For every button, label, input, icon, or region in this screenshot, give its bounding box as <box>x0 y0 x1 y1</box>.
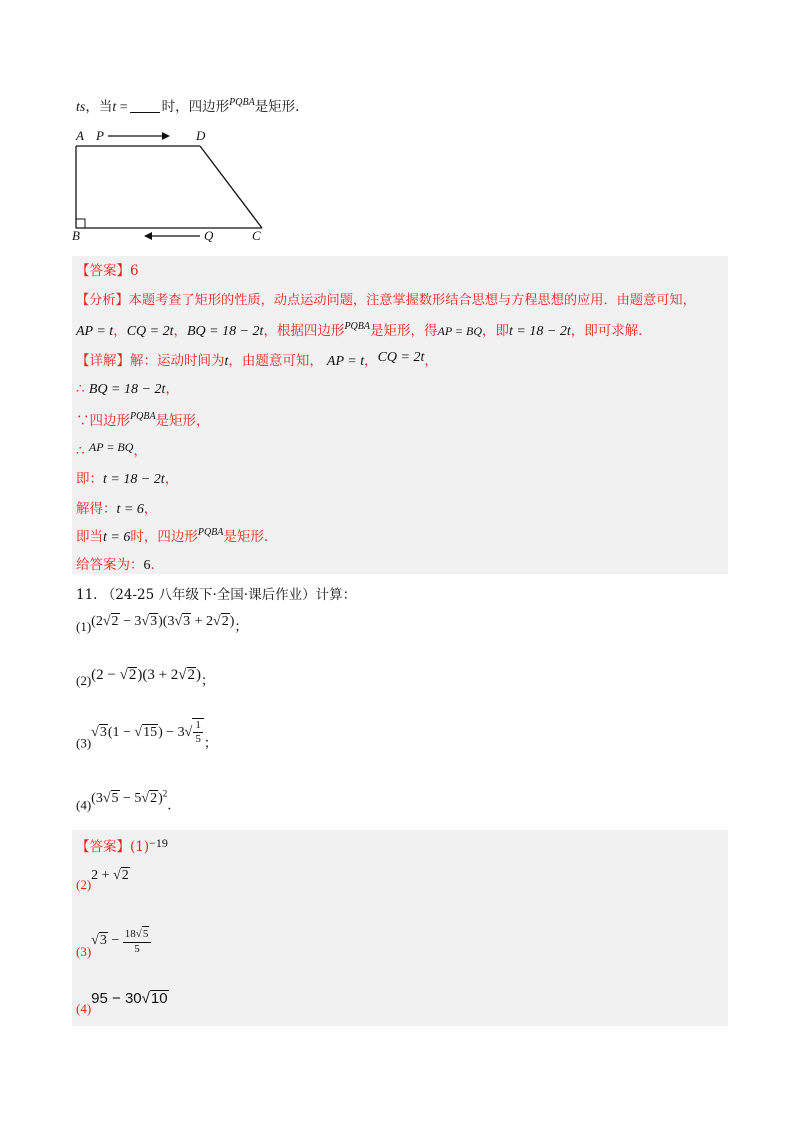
analysis-tag: 【分析】 <box>76 293 129 308</box>
answer-blank <box>130 98 160 113</box>
expr: BQ = 18 − 2t <box>88 382 166 397</box>
detail-line-2 <box>76 380 179 399</box>
analysis-line-1 <box>76 292 696 310</box>
quad-name: PQBA <box>130 411 156 422</box>
answer2-line-3 <box>76 928 151 968</box>
expr: AP = t <box>326 354 365 369</box>
expr: t = 6 <box>116 502 144 517</box>
answer-label: (3) <box>76 944 92 960</box>
text: ， <box>143 501 158 517</box>
expr-t-eq: t = 18 − 2t <box>509 324 571 339</box>
text: ，根据四边形 <box>263 323 345 339</box>
detail-line-5 <box>76 470 178 489</box>
text: 给答案为： <box>76 557 144 573</box>
q11-item-2 <box>76 667 215 690</box>
therefore-symbol: ∴ <box>76 443 89 459</box>
text: ， <box>165 381 179 397</box>
sep: ， <box>424 353 438 369</box>
expr: t = 18 − 2t <box>103 472 165 487</box>
text: ，即可求解． <box>570 323 652 339</box>
end-punct: ； <box>234 619 248 635</box>
text: 解：运动时间为 <box>130 353 225 369</box>
answer-3-expr: √3 − $\frac{18√5}{5}$ <box>91 933 151 948</box>
expr-1: (2√2 − 3√3)(3√3 + 2√2) <box>91 614 235 629</box>
answer-2-expr: 2 + √2 <box>91 868 129 883</box>
q11-item-3 <box>76 719 218 758</box>
quad-name: PQBA <box>229 97 255 108</box>
expr-bq: BQ = 18 − 2t <box>186 324 264 339</box>
text: 解得： <box>76 501 117 517</box>
answer-tag: 【答案】 <box>76 263 130 279</box>
expr-ap-bq: AP = BQ <box>437 324 483 338</box>
end-punct: . <box>167 797 172 814</box>
item-label: (1) <box>76 619 92 634</box>
answer-panel-2 <box>72 830 728 1026</box>
text: ， <box>164 471 179 487</box>
text: ． <box>150 557 164 573</box>
expr-4: $(3√5 - 5√2)^2$ <box>91 788 168 806</box>
quad-name: PQBA <box>344 321 370 332</box>
expr-cq-2t: CQ = 2t <box>126 324 174 339</box>
answer-4-text: 95 − 30 <box>91 990 142 1007</box>
expr-2: (2 − √2)(3 + 2√2) <box>91 667 202 683</box>
question-number: 11. <box>76 587 98 603</box>
answer-line <box>76 262 139 280</box>
answer2-line-2 <box>76 868 130 895</box>
analysis-text: 本题考查了矩形的性质，动点运动问题，注意掌握数形结合思想与方程思想的应用．由题意可知， <box>128 293 696 308</box>
text: ，即 <box>482 323 510 339</box>
expr: t = 6 <box>103 530 131 545</box>
expr: CQ = 2t <box>377 350 425 365</box>
sep: ， <box>173 323 187 339</box>
q11-item-4 <box>76 788 172 816</box>
text: ， <box>133 443 147 459</box>
answer-label: (4) <box>76 1001 92 1016</box>
label-B: B <box>72 228 80 243</box>
label-C: C <box>252 228 261 243</box>
therefore-symbol: ∴ <box>76 381 89 397</box>
end-punct: ； <box>203 735 218 752</box>
label-P: P <box>96 128 104 143</box>
detail-tag: 【详解】 <box>76 353 130 369</box>
detail-line-7 <box>76 528 277 548</box>
label-Q: Q <box>204 228 214 243</box>
eq-sign: = <box>116 100 128 115</box>
answer-value: 6 <box>130 263 139 279</box>
text: 即： <box>76 471 103 487</box>
expr: AP = BQ <box>88 440 134 454</box>
item-label: (4) <box>76 797 92 813</box>
item-label: (2) <box>76 673 92 688</box>
quad-name: PQBA <box>197 527 224 538</box>
answer2-line-4 <box>76 990 169 1018</box>
label-A: A <box>76 128 84 143</box>
text: 即当 <box>76 529 103 545</box>
text: 时，四边形 <box>130 529 198 545</box>
detail-line-3 <box>76 412 210 432</box>
because-text: ∵四边形 <box>76 413 130 429</box>
q11-item-1 <box>76 614 248 637</box>
answer-label: (2) <box>76 877 92 892</box>
answer2-line-1 <box>76 838 168 856</box>
label-D: D <box>196 128 206 143</box>
detail-line-1 <box>76 352 438 371</box>
answer-label: (1) <box>130 839 150 855</box>
question-11-header <box>76 586 356 604</box>
text: ，由题意可知， <box>228 353 323 369</box>
text: 是矩形， <box>155 413 210 429</box>
expr-ap-t: AP = t <box>76 324 114 339</box>
value: 6 <box>143 558 151 573</box>
question-tail-line <box>76 98 299 118</box>
answer-4-expr: 95 − 30√10 <box>91 990 168 1007</box>
item-label: (3) <box>76 735 92 751</box>
expr-3: √3(1 − √15) − 3√ $\frac{1}{5}$ <box>91 725 204 740</box>
answer-tag: 【答案】 <box>76 839 130 855</box>
t-var: t <box>224 354 229 369</box>
t-var: t <box>112 100 117 115</box>
text: 是矩形． <box>223 529 278 545</box>
end-punct: ； <box>201 673 215 689</box>
ts-text: ts <box>76 100 86 115</box>
detail-line-8 <box>76 556 164 575</box>
answer-value: −19 <box>149 836 168 850</box>
text: 是矩形，得 <box>369 323 438 339</box>
detail-line-4 <box>76 442 147 460</box>
suffix-b: 是矩形. <box>254 99 300 115</box>
when-text: ，当 <box>85 99 113 115</box>
analysis-line-2 <box>76 322 652 342</box>
sep: ， <box>364 353 378 369</box>
question-source: （24-25 八年级下·全国·课后作业）计算： <box>101 587 357 603</box>
detail-line-6 <box>76 500 157 519</box>
suffix-a: 时，四边形 <box>161 99 230 115</box>
sep: ， <box>113 323 127 339</box>
